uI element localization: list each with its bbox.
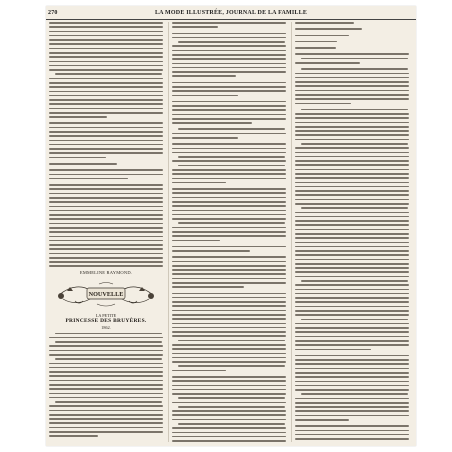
text-line [55, 358, 162, 360]
text-line [172, 246, 286, 248]
text-line [172, 427, 286, 429]
text-line [295, 53, 409, 55]
text-line [49, 116, 107, 118]
text-line [295, 293, 409, 295]
text-line [295, 271, 409, 273]
text-line [295, 301, 409, 303]
text-line [295, 220, 409, 222]
text-line [295, 98, 409, 100]
text-line [295, 355, 409, 357]
text-line [49, 354, 163, 356]
text-line [301, 109, 408, 111]
vignette-label: NOUVELLE [88, 291, 124, 299]
text-line [49, 350, 163, 352]
text-line [172, 160, 286, 162]
text-line [49, 435, 98, 437]
text-line [295, 376, 409, 378]
text-line [295, 385, 409, 387]
text-line [295, 194, 409, 196]
text-line [295, 263, 409, 265]
text-line [295, 259, 409, 261]
text-line [49, 244, 163, 246]
text-line [295, 113, 409, 115]
text-line [49, 414, 163, 416]
text-line [295, 250, 409, 252]
text-line [295, 186, 409, 188]
text-line [49, 223, 163, 225]
text-line [178, 222, 285, 224]
text-line [172, 273, 286, 275]
text-line [172, 218, 286, 220]
text-line [49, 265, 163, 267]
text-line [55, 73, 162, 75]
text-line [295, 425, 409, 427]
text-line [49, 427, 163, 429]
text-line [172, 109, 286, 111]
text-line [172, 205, 286, 207]
text-line [49, 418, 163, 420]
text-line [172, 419, 286, 421]
text-line [49, 169, 163, 171]
text-line [49, 61, 163, 63]
text-line [295, 246, 409, 248]
text-line [49, 367, 163, 369]
story-text-block [172, 22, 286, 442]
text-line [172, 265, 286, 267]
text-line [295, 90, 409, 92]
text-line [172, 410, 286, 412]
text-line [172, 201, 286, 203]
text-line [172, 122, 252, 124]
text-line [295, 156, 409, 158]
text-line [295, 359, 409, 361]
text-line [295, 134, 409, 136]
text-line [172, 293, 286, 295]
text-line [49, 26, 163, 28]
text-line [49, 31, 163, 33]
text-line [172, 118, 286, 120]
story-text-block [295, 22, 409, 442]
text-line [295, 327, 409, 329]
text-line [295, 331, 409, 333]
text-line [295, 160, 409, 162]
text-line [295, 126, 409, 128]
text-line [172, 182, 226, 184]
text-line [49, 99, 163, 101]
text-line [172, 331, 286, 333]
text-line [172, 348, 286, 350]
text-line [295, 289, 409, 291]
text-line [49, 35, 163, 37]
text-line [301, 207, 408, 209]
text-line [295, 169, 409, 171]
text-line [49, 174, 163, 176]
text-line [295, 47, 336, 49]
text-line [49, 91, 163, 93]
author-signature: EMMELINE RAYMOND. [79, 270, 133, 276]
text-line [172, 432, 286, 434]
text-line [295, 28, 362, 30]
column-divider [168, 22, 169, 442]
text-line [178, 406, 285, 408]
story-kicker: LA PETITE [95, 313, 117, 319]
article-text-block [49, 22, 163, 267]
text-line [295, 94, 409, 96]
text-line [295, 242, 409, 244]
text-line [49, 380, 163, 382]
text-line [295, 229, 409, 231]
text-line [301, 143, 408, 145]
text-line [172, 54, 286, 56]
text-line [49, 388, 163, 390]
text-line [301, 393, 408, 395]
text-line [49, 337, 163, 339]
text-line [295, 381, 409, 383]
text-line [295, 77, 409, 79]
text-line [172, 327, 286, 329]
text-line [49, 257, 163, 259]
text-line [49, 206, 163, 208]
text-line [301, 58, 408, 60]
text-line [49, 22, 163, 24]
text-line [178, 165, 285, 167]
text-line [295, 85, 409, 87]
text-line [172, 357, 286, 359]
text-line [172, 323, 286, 325]
text-line [49, 112, 163, 114]
text-line [295, 73, 409, 75]
text-line [49, 103, 163, 105]
text-line [172, 58, 286, 60]
text-line [172, 380, 286, 382]
text-line [49, 95, 163, 97]
text-line [172, 240, 220, 242]
text-line [172, 393, 286, 395]
text-line [49, 78, 163, 80]
story-vignette [53, 279, 159, 309]
text-line [172, 310, 286, 312]
text-line [295, 306, 409, 308]
text-line [49, 422, 163, 424]
text-line [49, 122, 163, 124]
text-line [295, 122, 409, 124]
text-line [295, 216, 409, 218]
text-line [295, 438, 409, 440]
text-line [172, 26, 218, 28]
text-line [295, 233, 409, 235]
text-line [295, 139, 409, 141]
text-line [49, 127, 163, 129]
text-line [49, 56, 163, 58]
text-line [49, 82, 163, 84]
text-line [295, 173, 409, 175]
text-line [295, 130, 409, 132]
text-line [172, 361, 286, 363]
text-line [172, 278, 286, 280]
text-line [49, 152, 163, 154]
text-line [295, 430, 409, 432]
text-line [295, 434, 409, 436]
text-line [49, 108, 163, 110]
text-line [49, 188, 163, 190]
column-right [295, 22, 409, 442]
text-line [172, 440, 286, 442]
column-left [49, 22, 163, 442]
text-line [49, 178, 128, 180]
text-line [178, 397, 285, 399]
text-line [295, 22, 354, 24]
column-divider [291, 22, 292, 442]
text-line [49, 410, 163, 412]
text-line [295, 62, 360, 64]
text-line [49, 135, 163, 137]
text-line [49, 131, 163, 133]
text-line [172, 197, 286, 199]
text-line [295, 152, 409, 154]
text-line [172, 231, 286, 233]
text-line [178, 41, 285, 43]
text-line [172, 75, 236, 77]
text-line [55, 401, 162, 403]
text-line [295, 177, 409, 179]
text-line [172, 261, 286, 263]
text-line [172, 82, 286, 84]
text-line [295, 182, 409, 184]
text-line [49, 248, 163, 250]
text-line [295, 372, 409, 374]
text-line [172, 305, 286, 307]
text-line [172, 214, 286, 216]
text-line [295, 224, 409, 226]
text-line [172, 297, 286, 299]
text-line [172, 353, 286, 355]
text-line [172, 101, 286, 103]
text-line [172, 169, 286, 171]
text-line [172, 152, 286, 154]
text-line [295, 237, 409, 239]
text-line [172, 256, 286, 258]
magazine-page [46, 6, 416, 446]
text-line [49, 144, 163, 146]
text-line [172, 192, 286, 194]
text-line [295, 203, 409, 205]
text-line [172, 210, 286, 212]
text-line [172, 269, 286, 271]
text-line [49, 193, 163, 195]
text-line [295, 368, 409, 370]
text-line [172, 318, 286, 320]
page-header [46, 8, 416, 18]
text-line [49, 214, 163, 216]
page-number: 270 [48, 10, 58, 16]
text-line [172, 86, 286, 88]
text-line [178, 365, 285, 367]
text-line [295, 402, 409, 404]
text-line [49, 253, 163, 255]
text-line [172, 67, 286, 69]
text-line [49, 197, 163, 199]
story-text-block [49, 333, 163, 442]
text-line [172, 143, 286, 145]
text-line [295, 336, 409, 338]
text-line [49, 163, 117, 165]
text-line [295, 190, 409, 192]
text-line [172, 148, 286, 150]
text-line [49, 227, 163, 229]
text-line [295, 212, 409, 214]
text-line [49, 393, 163, 395]
text-line [49, 140, 163, 142]
text-line [295, 199, 409, 201]
text-line [295, 35, 349, 37]
text-line [172, 414, 286, 416]
story-year: 1862. [101, 324, 111, 330]
column-middle [172, 22, 286, 442]
text-line [295, 276, 409, 278]
text-line [295, 406, 409, 408]
text-line [172, 282, 286, 284]
text-line [49, 43, 163, 45]
text-line [295, 267, 409, 269]
text-line [172, 385, 286, 387]
text-line [172, 402, 286, 404]
text-line [49, 371, 163, 373]
text-line [172, 173, 286, 175]
text-line [49, 69, 163, 71]
text-line [49, 210, 163, 212]
text-line [49, 431, 163, 433]
text-line [49, 157, 106, 159]
text-line [49, 218, 163, 220]
text-line [49, 231, 163, 233]
text-line [172, 37, 286, 39]
text-line [172, 235, 286, 237]
text-line [172, 178, 286, 180]
text-line [172, 344, 286, 346]
text-line [49, 363, 163, 365]
text-line [172, 335, 286, 337]
text-line [295, 147, 409, 149]
text-line [295, 398, 409, 400]
text-line [49, 52, 163, 54]
text-line [49, 86, 163, 88]
text-line [178, 156, 285, 158]
text-line [301, 280, 408, 282]
text-line [49, 345, 163, 347]
text-line [172, 63, 286, 65]
text-line [172, 301, 286, 303]
text-line [172, 188, 286, 190]
text-line [295, 340, 409, 342]
text-line [172, 376, 286, 378]
text-line [178, 423, 285, 425]
text-line [172, 137, 238, 139]
text-line [295, 41, 337, 43]
text-line [49, 236, 163, 238]
text-line [301, 68, 408, 70]
text-line [295, 389, 409, 391]
text-line [295, 419, 349, 421]
text-line [55, 341, 162, 343]
text-line [295, 410, 409, 412]
text-line [55, 333, 162, 335]
text-line [295, 415, 409, 417]
text-line [172, 314, 286, 316]
text-line [295, 284, 409, 286]
text-line [295, 254, 409, 256]
text-line [178, 340, 285, 342]
text-line [172, 33, 286, 35]
text-line [172, 90, 286, 92]
text-line [172, 95, 238, 97]
text-line [172, 50, 286, 52]
text-line [172, 250, 250, 252]
text-line [49, 384, 163, 386]
text-line [295, 323, 409, 325]
text-line [295, 117, 409, 119]
text-line [172, 71, 286, 73]
text-line [49, 39, 163, 41]
text-line [172, 436, 286, 438]
header-rule [46, 19, 416, 20]
text-line [49, 48, 163, 50]
text-line [49, 405, 163, 407]
story-title: PRINCESSE DES BRUYÈRES. [65, 318, 147, 325]
text-line [172, 133, 286, 135]
text-line [295, 164, 409, 166]
text-line [295, 314, 409, 316]
text-line [295, 363, 409, 365]
text-line [49, 261, 163, 263]
text-line [172, 45, 286, 47]
text-line [295, 349, 371, 351]
text-line [295, 344, 409, 346]
text-line [172, 370, 226, 372]
text-line [295, 103, 351, 105]
text-line [172, 227, 286, 229]
text-line [49, 375, 163, 377]
text-line [172, 286, 244, 288]
text-line [301, 319, 408, 321]
vignette-ornament [53, 279, 159, 309]
text-line [49, 65, 163, 67]
text-line [178, 128, 285, 130]
text-line [49, 201, 163, 203]
text-line [295, 297, 409, 299]
text-line [49, 148, 163, 150]
text-line [295, 81, 409, 83]
text-line [172, 22, 286, 24]
text-line [172, 105, 286, 107]
journal-title: LA MODE ILLUSTRÉE, JOURNAL DE LA FAMILLE [154, 10, 308, 16]
text-line [295, 310, 409, 312]
text-line [49, 397, 163, 399]
text-line [49, 240, 163, 242]
text-line [172, 114, 286, 116]
text-line [172, 389, 286, 391]
text-line [49, 184, 163, 186]
